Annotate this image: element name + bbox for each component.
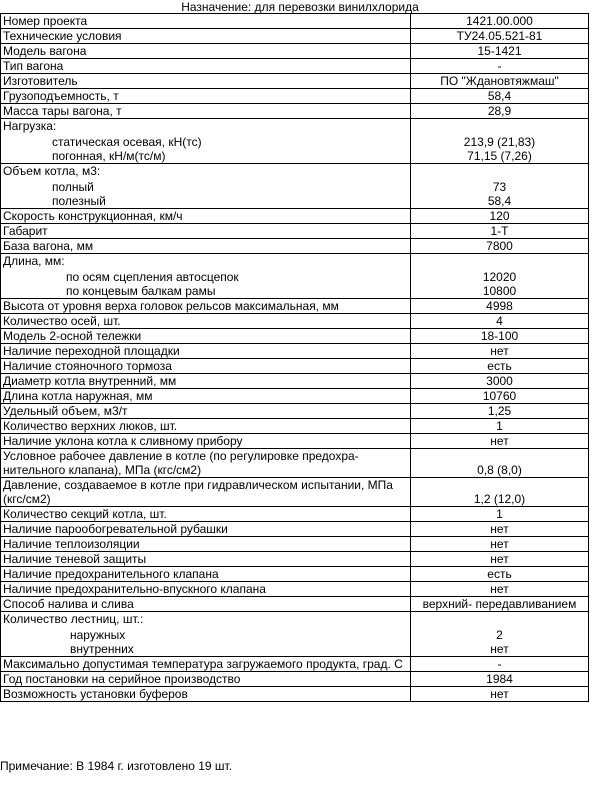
table-row [1,612,589,657]
row-label: Грузоподъемность, т [1,89,411,104]
row-label: Модель 2-осной тележки [1,329,411,344]
table-row [1,44,589,59]
table-row [1,299,589,314]
ladders-heading: Количество лестниц, шт.: [3,612,144,626]
row-value: 1984 [411,672,589,687]
row-label: Длина котла наружная, мм [1,389,411,404]
volume-useful-value: 58,4 [487,194,512,208]
length-label-cell [1,254,411,299]
row-label: Количество осей, шт. [1,314,411,329]
row-value: 4998 [411,299,589,314]
row-label: Тип вагона [1,59,411,74]
row-value: нет [411,522,589,537]
table-row [1,687,589,702]
load-static-value: 213,9 (21,83) [463,135,536,149]
table-row [1,209,589,224]
row-label: Модель вагона [1,44,411,59]
row-label: Габарит [1,224,411,239]
row-label: Количество секций котла, шт. [1,507,411,522]
table-row [1,537,589,552]
row-label: Наличие уклона котла к сливному прибору [1,434,411,449]
table-row [1,404,589,419]
row-value: нет [411,687,589,702]
table-row [1,29,589,44]
row-label: Диаметр котла внутренний, мм [1,374,411,389]
row-label: База вагона, мм [1,239,411,254]
row-value: 1,2 (12,0) [411,478,589,507]
row-value: 1421.00.000 [411,14,589,29]
row-value: 15-1421 [411,44,589,59]
load-heading: Нагрузка: [3,119,57,133]
row-label: Удельный объем, м3/т [1,404,411,419]
row-value: есть [411,359,589,374]
volume-full-label: полный [52,180,94,194]
length-beam-label: по концевым балкам рамы [66,284,216,298]
row-label: Изготовитель [1,74,411,89]
table-row [1,507,589,522]
load-linear-value: 71,15 (7,26) [467,149,532,163]
row-label: Наличие предохранительно-впускного клапана [1,582,411,597]
row-value: 3000 [411,374,589,389]
length-beam-value: 10800 [482,284,517,298]
row-value: нет [411,434,589,449]
row-value: - [411,657,589,672]
row-value: 4 [411,314,589,329]
ladders-label-cell [1,612,411,657]
row-label: Максимально допустимая температура загружаемого продукта, град. С [1,657,411,672]
load-linear-label: погонная, кН/м(тс/м) [52,149,166,163]
page-title: Назначение: для перевозки винилхлорида [181,0,419,14]
length-value-cell [411,254,589,299]
table-row [1,119,589,164]
table-row [1,389,589,404]
row-label: Технические условия [1,29,411,44]
row-label: Высота от уровня верха головок рельсов максимальная, мм [1,299,411,314]
row-label: Номер проекта [1,14,411,29]
row-value: 7800 [411,239,589,254]
ladders-inner-label: внутренних [70,642,134,656]
row-label: Наличие парообогревательной рубашки [1,522,411,537]
volume-label-cell [1,164,411,209]
table-row [1,329,589,344]
volume-useful-label: полезный [52,194,106,208]
volume-full-value: 73 [492,180,507,194]
length-coupler-value: 12020 [482,270,517,284]
table-row [1,239,589,254]
table-row [1,89,589,104]
row-label: Возможность установки буферов [1,687,411,702]
row-value: нет [411,552,589,567]
row-value: 1 [411,507,589,522]
load-static-label: статическая осевая, кН(тс) [52,135,202,149]
row-value: 0,8 (8,0) [411,449,589,478]
table-row [1,14,589,29]
table-row [1,419,589,434]
ladders-outer-value: 2 [496,628,503,642]
load-label-cell [1,119,411,164]
row-value: верхний- передавливанием [411,597,589,612]
row-label: Наличие переходной площадки [1,344,411,359]
row-value: 1-Т [411,224,589,239]
row-label: Давление, создаваемое в котле при гидравлическом испытании, МПа (кгс/см2) [1,478,411,507]
row-label: Скорость конструкционная, км/ч [1,209,411,224]
ladders-outer-label: наружных [70,628,126,642]
table-row [1,522,589,537]
table-row [1,224,589,239]
row-label: Масса тары вагона, т [1,104,411,119]
table-row [1,449,589,478]
table-row [1,478,589,507]
length-heading: Длина, мм: [3,254,65,268]
row-label: Условное рабочее давление в котле (по регулировке предохра-нительного клапана), МПа (кгс/см2) [1,449,411,478]
row-value: ПО "Ждановтяжмаш" [411,74,589,89]
row-value: 120 [411,209,589,224]
spec-table [0,13,589,702]
table-row [1,567,589,582]
row-value: 1 [411,419,589,434]
table-row [1,582,589,597]
table-row [1,657,589,672]
row-label: Количество верхних люков, шт. [1,419,411,434]
row-value: 28,9 [411,104,589,119]
row-label: Наличие теплоизоляции [1,537,411,552]
table-row [1,359,589,374]
row-value: ТУ24.05.521-81 [411,29,589,44]
row-value: 58,4 [411,89,589,104]
volume-value-cell [411,164,589,209]
table-row [1,344,589,359]
table-row [1,314,589,329]
table-row [1,597,589,612]
table-row [1,672,589,687]
table-row [1,59,589,74]
table-row [1,374,589,389]
row-label: Наличие предохранительного клапана [1,567,411,582]
table-row [1,254,589,299]
footnote: Примечание: В 1984 г. изготовлено 19 шт. [0,759,233,773]
row-label: Год постановки на серийное производство [1,672,411,687]
row-value: 1,25 [411,404,589,419]
row-value: - [411,59,589,74]
ladders-inner-value: нет [490,642,509,656]
table-row [1,434,589,449]
row-value: 10760 [411,389,589,404]
row-value: нет [411,344,589,359]
row-label: Наличие теневой защиты [1,552,411,567]
row-value: 18-100 [411,329,589,344]
length-coupler-label: по осям сцепления автосцепок [66,270,239,284]
row-label: Наличие стояночного тормоза [1,359,411,374]
load-value-cell [411,119,589,164]
row-label: Способ налива и слива [1,597,411,612]
table-row [1,74,589,89]
volume-heading: Объем котла, м3: [3,164,101,178]
table-row [1,104,589,119]
ladders-value-cell [411,612,589,657]
table-row [1,552,589,567]
table-row [1,164,589,209]
row-value: есть [411,567,589,582]
row-value: нет [411,537,589,552]
row-value: нет [411,582,589,597]
